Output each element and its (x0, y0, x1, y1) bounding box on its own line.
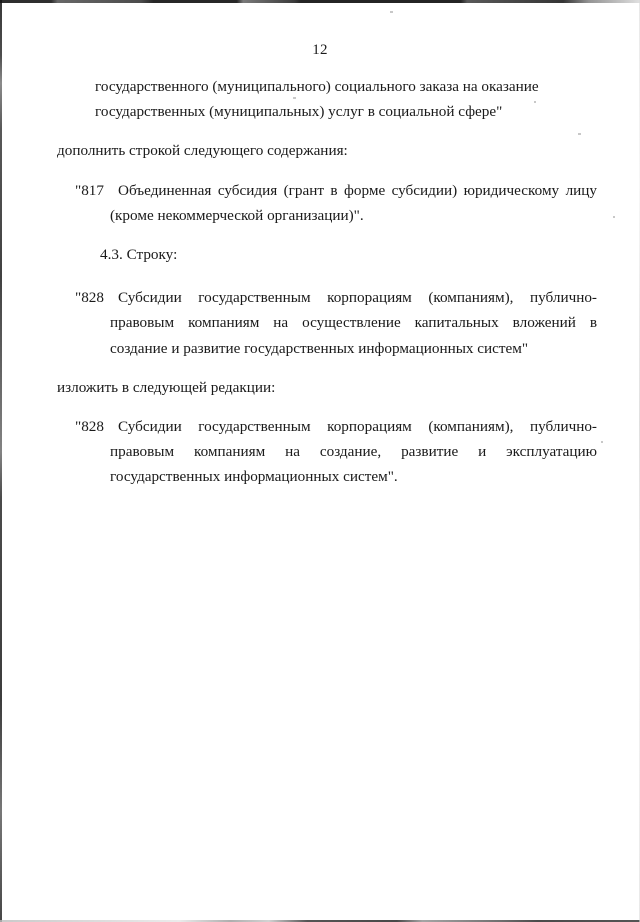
item-text-828-original: Субсидии государственным корпорациям (компаниям), публично-правовым компаниям на осуществление капитальных вложений в создание и развитие государственных информационных систем" (110, 289, 597, 357)
quote-open-mark-828-original: " (75, 289, 82, 307)
scan-speck (390, 11, 393, 13)
lead-in-restatement-text: изложить в следующей редакции: (57, 378, 276, 396)
quoted-item-828-revised (75, 414, 597, 490)
paragraph-continued-line1: государственного (муниципального) социального заказа на оказание (95, 78, 539, 95)
paragraph-continued-line2-wrap (95, 99, 597, 124)
sub-heading-4-3 (100, 242, 640, 267)
lead-in-supplement (57, 138, 597, 163)
quoted-item-828-original (75, 285, 597, 361)
sub-heading-4-3-text: 4.3. Строку: (100, 246, 178, 264)
spacer (0, 164, 640, 178)
scan-edge-top (0, 0, 640, 3)
lead-in-restatement (57, 375, 597, 400)
spacer (0, 400, 640, 414)
item-code-828-revised: 828 (81, 418, 104, 436)
spacer (0, 267, 640, 285)
lead-in-supplement-text: дополнить строкой следующего содержания: (57, 142, 348, 160)
spacer (0, 228, 640, 242)
item-code-828-original: 828 (81, 289, 104, 307)
document-body (0, 74, 640, 490)
item-text-828-revised: Субсидии государственным корпорациям (компаниям), публично-правовым компаниям на создание, развитие и эксплуатацию государственных информационных систем". (110, 418, 597, 486)
quoted-item-817 (75, 178, 597, 228)
item-code-817: 817 (81, 181, 104, 199)
quote-open-mark-817: " (75, 181, 82, 199)
quote-open-mark-828-revised: " (75, 418, 82, 436)
item-text-817: Объединенная субсидия (грант в форме субсидии) юридическому лицу (кроме некоммерческой организации)". (110, 181, 597, 224)
page-number: 12 (312, 42, 328, 58)
paragraph-continued (95, 74, 597, 99)
spacer (0, 361, 640, 375)
spacer (0, 124, 640, 138)
paragraph-continued-line2: государственных (муниципальных) услуг в социальной сфере" (95, 103, 503, 121)
